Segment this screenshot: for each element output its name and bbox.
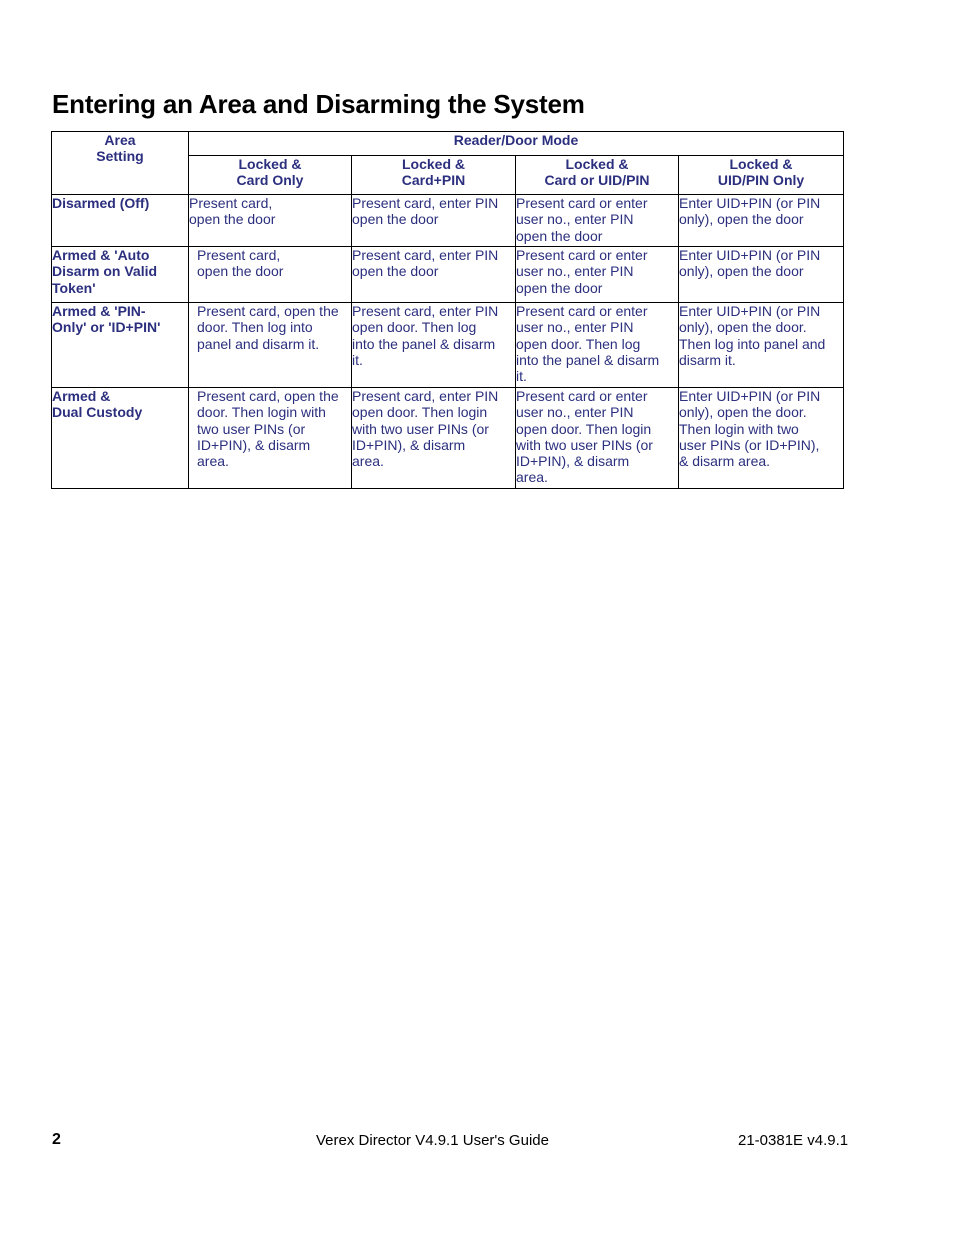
cell-line: disarm it. — [679, 351, 736, 368]
cell-line: only), open the door — [679, 263, 804, 280]
cell-line: open door. Then log — [352, 319, 477, 336]
footer-doc-number: 21-0381E v4.9.1 — [738, 1132, 849, 1149]
table-cell — [189, 195, 352, 247]
row-setting-armed-auto-disarm — [52, 247, 189, 303]
cell-line: Present card or enter — [516, 303, 648, 319]
row-setting-armed-dual-custody — [52, 388, 189, 489]
cell-line: Present card, — [189, 195, 273, 211]
row-setting-line: Armed & — [52, 388, 111, 404]
cell-line: area. — [516, 469, 548, 486]
table-cell — [679, 388, 844, 489]
cell-line: only), open the door — [679, 211, 804, 228]
cell-line: ID+PIN), & disarm — [516, 453, 630, 470]
row-setting-line: Armed & 'Auto — [52, 247, 150, 263]
cell-line: panel and disarm it. — [197, 335, 320, 352]
table-row — [52, 195, 844, 247]
mode-header-card-only — [189, 156, 352, 195]
table-cell — [516, 303, 679, 388]
cell-line: with two user PINs (or — [352, 420, 489, 437]
cell-line: only), open the door. — [679, 319, 807, 336]
row-setting-disarmed — [52, 195, 189, 247]
table-cell — [516, 247, 679, 303]
mode-header-uid-pin-only — [679, 156, 844, 195]
cell-line: ID+PIN), & disarm — [352, 436, 466, 453]
table-cell — [516, 388, 679, 489]
mode-header-line: Card+PIN — [401, 172, 466, 189]
cell-line: Present card, open the — [197, 388, 339, 404]
mode-header-line: Card Only — [236, 172, 304, 189]
cell-line: open door. Then login — [352, 404, 488, 421]
footer-guide-title: Verex Director V4.9.1 User's Guide — [316, 1132, 549, 1149]
cell-line: area. — [352, 453, 384, 470]
table-row — [52, 388, 844, 489]
area-setting-header — [52, 132, 189, 195]
cell-line: only), open the door. — [679, 404, 807, 421]
cell-line: Then login with two — [679, 420, 799, 437]
cell-line: open the door — [352, 263, 439, 280]
cell-line: user PINs (or ID+PIN), — [679, 436, 820, 453]
table-cell — [516, 195, 679, 247]
table-cell — [679, 303, 844, 388]
table-cell — [679, 247, 844, 303]
cell-line: Present card, enter PIN — [352, 303, 499, 319]
cell-line: Present card, open the — [197, 303, 339, 319]
footer-page-number: 2 — [52, 1131, 61, 1148]
cell-line: Present card, — [197, 247, 281, 263]
mode-header-line: Locked & — [565, 156, 629, 172]
reader-door-mode-table — [51, 131, 844, 489]
cell-line: Present card, enter PIN — [352, 247, 499, 263]
cell-line: user no., enter PIN — [516, 319, 634, 336]
mode-header-line: Card or UID/PIN — [544, 172, 650, 189]
mode-header-line: Locked & — [401, 156, 465, 172]
mode-header-card-pin — [352, 156, 516, 195]
cell-line: it. — [352, 351, 363, 368]
cell-line: Enter UID+PIN (or PIN — [679, 247, 821, 263]
cell-line: user no., enter PIN — [516, 404, 634, 421]
table-cell — [189, 303, 352, 388]
cell-line: door. Then log into — [197, 319, 313, 336]
cell-line: Present card or enter — [516, 247, 648, 263]
row-setting-line: Armed & 'PIN- — [52, 303, 146, 319]
cell-line: Present card or enter — [516, 388, 648, 404]
reader-door-mode-header: Reader/Door Mode — [189, 132, 844, 156]
cell-line: two user PINs (or — [197, 420, 306, 437]
cell-line: open the door — [189, 211, 276, 228]
row-setting-line: Disarm on Valid — [52, 263, 158, 280]
cell-line: into the panel & disarm — [516, 351, 660, 368]
cell-line: open the door — [516, 227, 603, 244]
cell-line: it. — [516, 368, 527, 385]
cell-line: user no., enter PIN — [516, 263, 634, 280]
row-setting-line: Disarmed (Off) — [52, 195, 150, 211]
area-setting-header-line: Area — [104, 132, 136, 148]
cell-line: open the door — [197, 263, 284, 280]
cell-line: Present card, enter PIN — [352, 195, 499, 211]
cell-line: door. Then login with — [197, 404, 326, 421]
cell-line: open door. Then login — [516, 420, 652, 437]
cell-line: open the door — [352, 211, 439, 228]
table-cell — [352, 303, 516, 388]
cell-line: open door. Then log — [516, 335, 641, 352]
cell-line: Enter UID+PIN (or PIN — [679, 303, 821, 319]
cell-line: Present card or enter — [516, 195, 648, 211]
cell-line: into the panel & disarm — [352, 335, 496, 352]
table-cell — [189, 247, 352, 303]
cell-line: area. — [197, 453, 229, 470]
cell-line: open the door — [516, 279, 603, 296]
cell-line: Present card, enter PIN — [352, 388, 499, 404]
row-setting-armed-pin-only — [52, 303, 189, 388]
cell-line: Enter UID+PIN (or PIN — [679, 388, 821, 404]
table-cell — [189, 388, 352, 489]
row-setting-line: Token' — [52, 279, 96, 296]
mode-header-line: UID/PIN Only — [717, 172, 805, 189]
cell-line: ID+PIN), & disarm — [197, 436, 311, 453]
row-setting-line: Only' or 'ID+PIN' — [52, 319, 161, 336]
table-cell — [679, 195, 844, 247]
cell-line: & disarm area. — [679, 453, 771, 470]
cell-line: Enter UID+PIN (or PIN — [679, 195, 821, 211]
cell-line: Then log into panel and — [679, 335, 826, 352]
table-cell — [352, 247, 516, 303]
cell-line: with two user PINs (or — [516, 436, 653, 453]
mode-header-card-or-uid-pin — [516, 156, 679, 195]
table-cell — [352, 195, 516, 247]
page-title: Entering an Area and Disarming the System — [52, 89, 585, 119]
mode-header-line: Locked & — [729, 156, 793, 172]
table-row — [52, 247, 844, 303]
area-setting-header-line: Setting — [96, 148, 144, 165]
row-setting-line: Dual Custody — [52, 404, 143, 421]
table-row — [52, 303, 844, 388]
table-cell — [352, 388, 516, 489]
cell-line: user no., enter PIN — [516, 211, 634, 228]
mode-header-line: Locked & — [238, 156, 302, 172]
